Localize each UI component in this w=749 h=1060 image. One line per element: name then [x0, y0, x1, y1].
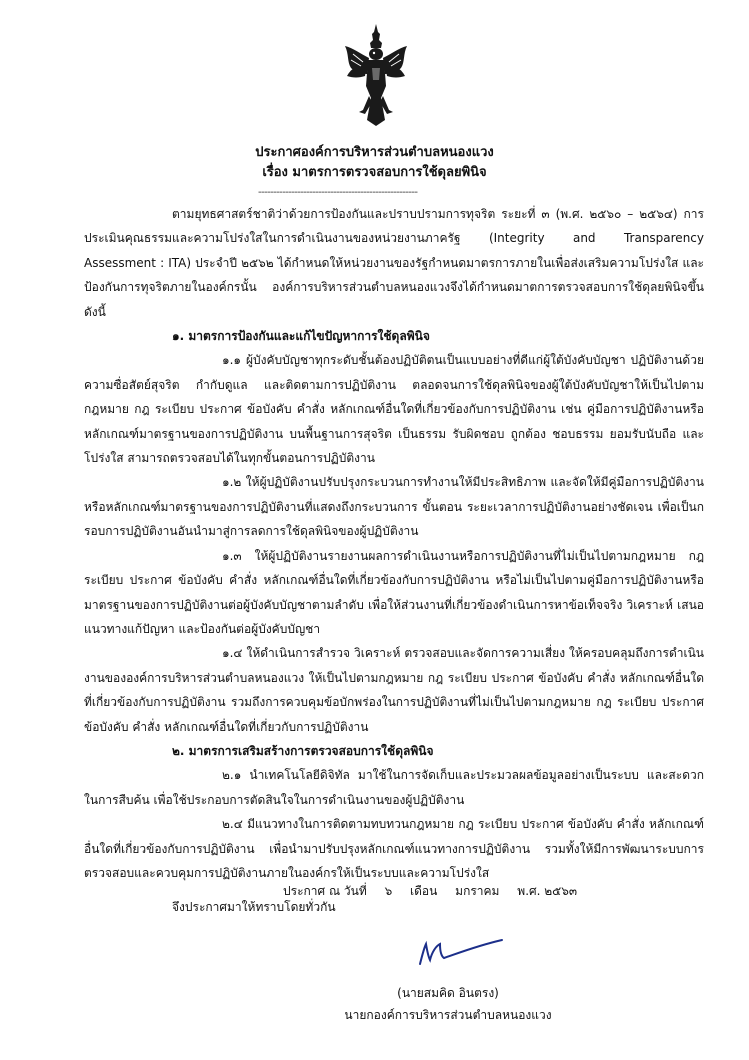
intro-paragraph: ตามยุทธศาสตร์ชาติว่าด้วยการป้องกันและปราบปรามการทุจริต ระยะที่ ๓ (พ.ศ. ๒๕๖๐ – ๒๕๖๔) การประเมินคุณธรรมและความโปร่งใสในการดำเนินงานของหน่วยงานภาครัฐ (Integrity and Transparency Assessment : ITA) ประจำปี ๒๕๖๒ ได้กำหนดให้หน่วยงานของรัฐกำหนดมาตรการภายในเพื่อส่งเสริมความโปร่งใส และป้องกันการทุจริตภายในองค์กรนั้น องค์การบริหารส่วนตำบลหนองแวงจึงได้กำหนดมาตการตรวจสอบการใช้ดุลยพินิจขึ้น ดังนี้ [84, 207, 704, 319]
announcement-issuer: ประกาศองค์การบริหารส่วนตำบลหนองแวง [255, 145, 494, 160]
clause-1-4: ๑.๔ ให้ดำเนินการสำรวจ วิเคราะห์ ตรวจสอบและจัดการความเสี่ยง ให้ครอบคลุมถึงการดำเนินงานขององค์การบริหารส่วนตำบลหนองแวง ให้เป็นไปตามกฎหมาย กฎ ระเบียบ ประกาศ ข้อบังคับ คำสั่ง หลักเกณฑ์อื่นใดที่เกี่ยวข้องกับการปฏิบัติงาน รวมถึงการควบคุมข้อบักพร่องในการปฏิบัติงานที่ไม่เป็นไปตามกฎหมาย กฎ ระเบียบ ประกาศ ข้อบังคับ คำสั่ง หลักเกณฑ์อื่นใดที่เกี่ยวกับการปฏิบัติงาน [84, 646, 704, 734]
date-prefix: ประกาศ ณ วันที่ [283, 884, 367, 898]
clause-1-1: ๑.๑ ผู้บังคับบัญชาทุกระดับชั้นต้องปฏิบัติตนเป็นแบบอย่างที่ดีแก่ผู้ใต้บังคับบัญชา ปฏิบัติงานด้วยความซื่อสัตย์สุจริต กำกับดูแล และติดตามการปฏิบัติงาน ตลอดจนการใช้ดุลพินิจของผู้ใต้บังคับบัญชาให้เป็นไปตามกฎหมาย กฎ ระเบียบ ประกาศ ข้อบังคับ คำสั่ง หลักเกณฑ์อื่นใดที่เกี่ยวข้องกับการปฏิบัติงาน เช่น คู่มือการปฏิบัติงานหรือหลักเกณฑ์มาตรฐานของการปฏิบัติงาน บนพื้นฐานการสุจริต เป็นธรรม รับผิดชอบ ถูกต้อง ชอบธรรม ยอมรับนับถือ และโปร่งใส สามารถตรวจสอบได้ในทุกขั้นตอนการปฏิบัติงาน [84, 353, 704, 466]
signer-name: (นายสมคิด อินตรง) [397, 986, 499, 1000]
date-month-label: เดือน [410, 884, 438, 898]
closing-line: จึงประกาศมาให้ทราบโดยทั่วกัน [172, 900, 336, 915]
section-1-heading: ๑. มาตรการป้องกันและแก้ไขปัญหาการใช้ดุลพินิจ [172, 329, 430, 344]
clause-1-3: ๑.๓ ให้ผู้ปฏิบัติงานรายงานผลการดำเนินงานหรือการปฏิบัติงานที่ไม่เป็นไปตามกฎหมาย กฎ ระเบียบ ประกาศ ข้อบังคับ คำสั่ง หลักเกณฑ์อื่นใดที่เกี่ยวข้องกับการปฏิบัติงาน หรือไม่เป็นไปตามคู่มือการปฏิบัติงานหรือมาตรฐานของการปฏิบัติงานต่อผู้บังคับบัญชาตามลำดับ เพื่อให้ส่วนงานที่เกี่ยวข้องดำเนินการหาข้อเท็จจริง วิเคราะห์ เสนอแนวทางแก้ปัญหา และป้องกันต่อผู้บังคับบัญชา [84, 548, 704, 636]
document-body [84, 202, 704, 920]
title-divider: ----------------------------------------------------- [258, 187, 418, 198]
date-year: พ.ศ. ๒๕๖๓ [517, 884, 578, 898]
garuda-emblem-icon [343, 24, 409, 126]
handwritten-signature [416, 934, 506, 968]
clause-2-1: ๒.๑ นำเทคโนโลยีดิจิทัล มาใช้ในการจัดเก็บและประมวลผลข้อมูลอย่างเป็นระบบ และสะดวกในการสืบค้น เพื่อใช้ประกอบการตัดสินใจในการดำเนินงานของผู้ปฏิบัติงาน [84, 768, 704, 807]
section-2-heading: ๒. มาตรการเสริมสร้างการตรวจสอบการใช้ดุลพินิจ [172, 743, 434, 758]
date-day: ๖ [384, 884, 393, 898]
date-month: มกราคม [455, 884, 500, 898]
signer-position: นายกองค์การบริหารส่วนตำบลหนองแวง [344, 1008, 552, 1022]
announcement-subject: เรื่อง มาตรการตรวจสอบการใช้ดุลยพินิจ [262, 165, 487, 180]
clause-1-2: ๑.๒ ให้ผู้ปฏิบัติงานปรับปรุงกระบวนการทำงานให้มีประสิทธิภาพ และจัดให้มีคู่มือการปฏิบัติงานหรือหลักเกณฑ์มาตรฐานของการปฏิบัติงานที่แสดงถึงกระบวนการ ขั้นตอน ระยะเวลาการปฏิบัติงานอย่างชัดเจน เพื่อเป็นกรอบการปฏิบัติงานอันนำมาสู่การลดการใช้ดุลพินิจของผู้ปฏิบัติงาน [84, 475, 704, 539]
clause-2-4: ๒.๔ มีแนวทางในการติดตามทบทวนกฎหมาย กฎ ระเบียบ ประกาศ ข้อบังคับ คำสั่ง หลักเกณฑ์อื่นใดที่เกี่ยวข้องกับการปฏิบัติงาน เพื่อนำมาปรับปรุงหลักเกณฑ์แนวทางการปฏิบัติงาน รวมทั้งให้มีการพัฒนาระบบการตรวจสอบและควบคุมการปฏิบัติงานภายในองค์กรให้เป็นระบบและความโปร่งใส [84, 817, 704, 880]
announcement-date [283, 882, 591, 901]
